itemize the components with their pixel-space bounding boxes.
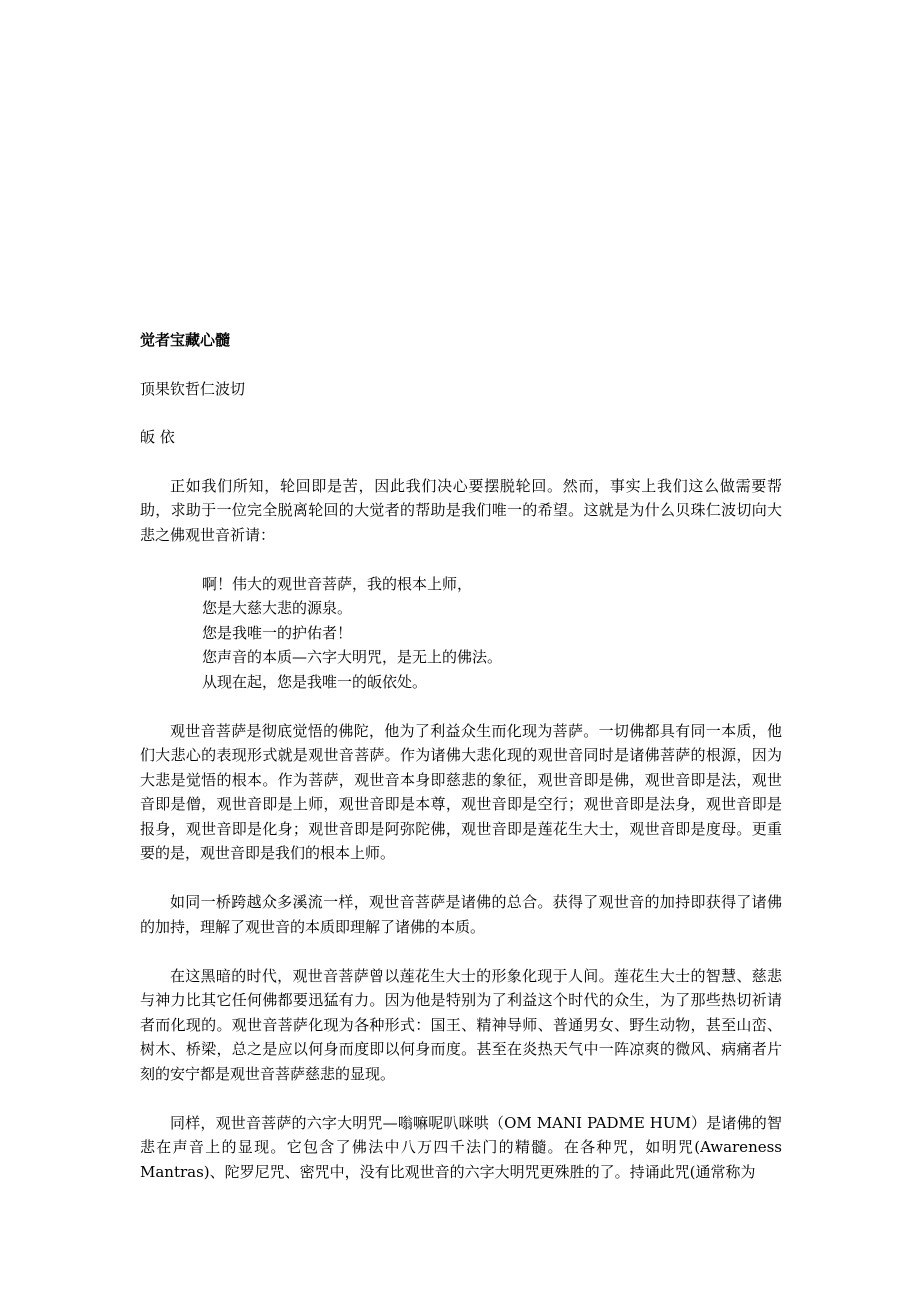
document-title: 觉者宝藏心髓	[140, 331, 231, 349]
verse-line: 您是大慈大悲的源泉。	[202, 599, 353, 617]
body-paragraph: 同样，观世音菩萨的六字大明咒—嗡嘛呢叭咪哄（OM MANI PADME HUM）是诸佛的智悲在声音上的显现。它包含了佛法中八万四千法门的精髓。在各种咒，如明咒(Awareness Mantras)、陀罗尼咒、密咒中，没有比观世音的六字大明咒更殊胜的了。持诵此咒(通常称为	[140, 1113, 782, 1181]
verse-line: 从现在起，您是我唯一的皈依处。	[202, 672, 428, 691]
section-heading: 皈 依	[140, 428, 175, 446]
body-paragraph: 在这黑暗的时代，观世音菩萨曾以莲花生大士的形象化现于人间。莲花生大士的智慧、慈悲与神力比其它任何佛都要迅猛有力。因为他是特别为了利益这个时代的众生，为了那些热切祈请者而化现的。观世音菩萨化现为各种形式：国王、精神导师、普通男女、野生动物，甚至山峦、树木、桥梁，总之是应以何身而度即以何身而度。甚至在炎热天气中一阵凉爽的微风、病痛者片刻的安宁都是观世音菩萨慈悲的显现。	[140, 966, 782, 1083]
verse-line: 您声音的本质—六字大明咒，是无上的佛法。	[202, 648, 503, 666]
verse-line: 您是我唯一的护佑者！	[202, 623, 353, 642]
intro-paragraph: 正如我们所知，轮回即是苦，因此我们决心要摆脱轮回。然而，事实上我们这么做需要帮助，求助于一位完全脱离轮回的大觉者的帮助是我们唯一的希望。这就是为什么贝珠仁波切向大悲之佛观世音祈请：	[140, 476, 782, 544]
body-paragraph: 如同一桥跨越众多溪流一样，观世音菩萨是诸佛的总合。获得了观世音的加持即获得了诸佛的加持，理解了观世音的本质即理解了诸佛的本质。	[140, 893, 782, 936]
verse-line: 啊！伟大的观世音菩萨，我的根本上师，	[202, 574, 473, 593]
document-author: 顶果钦哲仁波切	[140, 379, 246, 398]
document-body	[140, 328, 782, 1209]
prayer-verse	[140, 572, 782, 695]
body-paragraph: 观世音菩萨是彻底觉悟的佛陀，他为了利益众生而化现为菩萨。一切佛都具有同一本质，他们大悲心的表现形式就是观世音菩萨。作为诸佛大悲化现的观世音同时是诸佛菩萨的根源，因为大悲是觉悟的根本。作为菩萨，观世音本身即慈悲的象征，观世音即是佛，观世音即是法，观世音即是僧，观世音即是上师，观世音即是本尊，观世音即是空行；观世音即是法身，观世音即是报身，观世音即是化身；观世音即是阿弥陀佛，观世音即是莲花生大士，观世音即是度母。更重要的是，观世音即是我们的根本上师。	[140, 721, 782, 862]
